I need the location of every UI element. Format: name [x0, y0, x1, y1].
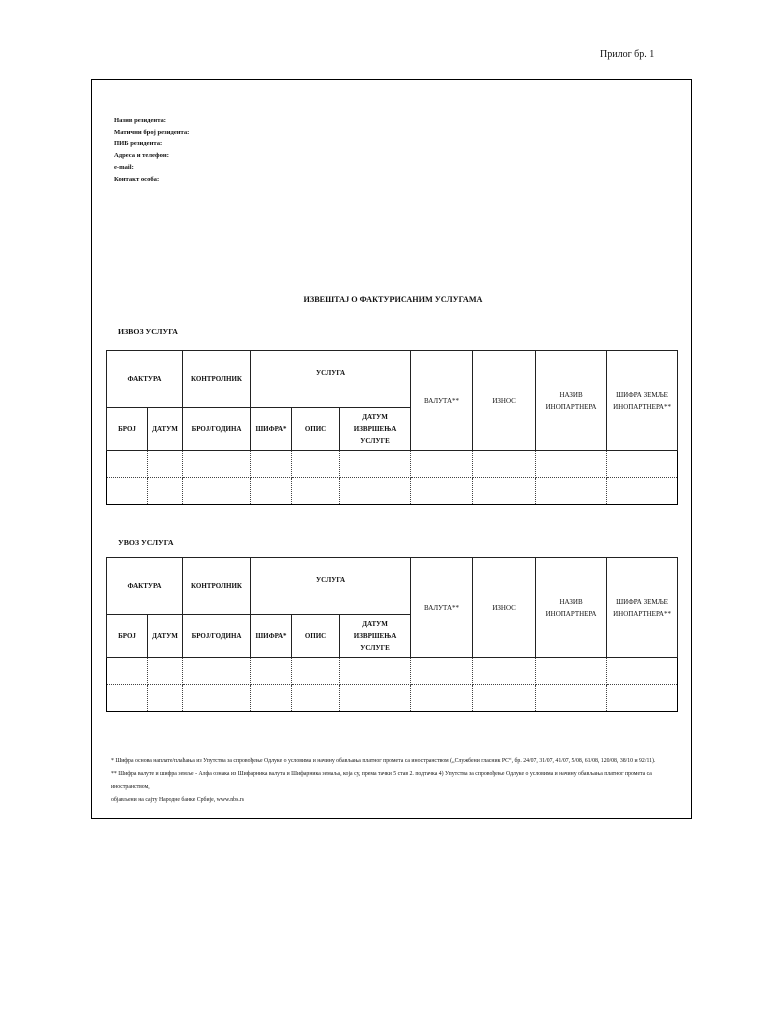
amount-header: ИЗНОС — [473, 351, 536, 451]
table-cell — [411, 451, 473, 478]
footnote-line: објављени на сајту Народне банке Србије, www.nbs.rs — [111, 797, 244, 803]
table-cell — [607, 685, 678, 712]
table-cell — [107, 478, 148, 505]
table-cell — [183, 478, 251, 505]
header-line: НАЗИВ — [559, 390, 583, 399]
header-line: ИЗВРШЕЊА — [353, 632, 397, 640]
table-cell — [607, 451, 678, 478]
table-row — [107, 451, 678, 478]
service-date-header — [340, 408, 411, 451]
service-description-header: ОПИС — [292, 408, 340, 451]
header-row — [107, 351, 678, 408]
currency-header: ВАЛУТА** — [411, 558, 473, 658]
table-cell — [536, 478, 607, 505]
table-cell — [107, 685, 148, 712]
table-row — [107, 685, 678, 712]
table-cell — [473, 478, 536, 505]
header-line: ДАТУМ — [362, 413, 388, 421]
control-number-year-header: БРОЈ/ГОДИНА — [183, 615, 251, 658]
header-row — [107, 558, 678, 615]
footnote-line: * Шифра основа наплате/плаћања из Упутства за спровођење Одлуке о условима и начину обављања платног промета са иностранством („Службени гласник РС“, бр. 24/07, 31/07, 41/07, 5/08, 61/08, 120/08, 38/10 и 92/11). — [111, 758, 656, 764]
service-code-header: ШИФРА* — [251, 615, 292, 658]
table-cell — [473, 658, 536, 685]
invoice-header: ФАКТУРА — [107, 558, 183, 615]
header-line: УСЛУГЕ — [360, 437, 390, 445]
table-cell — [148, 451, 183, 478]
table-cell — [340, 478, 411, 505]
table-cell — [148, 685, 183, 712]
partner-name-header — [536, 558, 607, 658]
invoice-header: ФАКТУРА — [107, 351, 183, 408]
table-cell — [251, 478, 292, 505]
table-cell — [183, 685, 251, 712]
header-line: ИНОПАРТНЕРА — [545, 402, 597, 411]
resident-name-label: Назив резидента: — [114, 117, 166, 124]
table-cell — [340, 685, 411, 712]
resident-info — [114, 115, 189, 185]
invoice-date-header: ДАТУМ — [148, 615, 183, 658]
table-cell — [251, 451, 292, 478]
report-title: ИЗВЕШТАЈ О ФАКТУРИСАНИМ УСЛУГАМА — [303, 295, 483, 304]
control-number-header: КОНТРОЛНИК — [183, 558, 251, 615]
invoice-number-header: БРОЈ — [107, 408, 148, 451]
header-line: ДАТУМ — [362, 620, 388, 628]
header-line: ИЗВРШЕЊА — [353, 425, 397, 433]
table-cell — [251, 685, 292, 712]
table-cell — [183, 451, 251, 478]
table-cell — [292, 685, 340, 712]
resident-contact-label: Контакт особа: — [114, 175, 160, 183]
table-cell — [148, 478, 183, 505]
table-cell — [292, 658, 340, 685]
invoice-date-header: ДАТУМ — [148, 408, 183, 451]
import-table — [106, 557, 678, 712]
header-line: УСЛУГЕ — [360, 644, 390, 652]
attachment-label: Прилог бр. 1 — [600, 49, 655, 60]
table-cell — [411, 658, 473, 685]
table-cell — [411, 685, 473, 712]
table-cell — [292, 451, 340, 478]
header-line: НАЗИВ — [559, 597, 583, 606]
footnote-line: ** Шифра валуте и шифра земље - Алфа ознака из Шифарника валута и Шифарника земаља, која су, према тачки 5 став 2. подтачка 4) Упутства за спровођење Одлуке о условима и начину обављања платног промета са иностранством, — [111, 771, 652, 790]
header-line: ШИФРА ЗЕМЉЕ — [616, 390, 668, 399]
table-cell — [148, 658, 183, 685]
export-section-heading: ИЗВОЗ УСЛУГА — [118, 327, 178, 336]
service-header: УСЛУГА — [251, 558, 411, 615]
amount-header: ИЗНОС — [473, 558, 536, 658]
control-number-year-header: БРОЈ/ГОДИНА — [183, 408, 251, 451]
export-table — [106, 350, 678, 505]
table-cell — [340, 451, 411, 478]
table-cell — [536, 451, 607, 478]
partner-name-header — [536, 351, 607, 451]
resident-email-label: e-mail: — [114, 163, 134, 171]
table-cell — [473, 451, 536, 478]
resident-reg-number-label: Матични број резидента: — [114, 128, 190, 136]
table-row — [107, 658, 678, 685]
table-cell — [251, 658, 292, 685]
service-date-header — [340, 615, 411, 658]
table-cell — [340, 658, 411, 685]
table-cell — [411, 478, 473, 505]
service-header: УСЛУГА — [251, 351, 411, 408]
table-row — [107, 478, 678, 505]
table-cell — [536, 658, 607, 685]
footnotes — [111, 755, 686, 807]
invoice-number-header: БРОЈ — [107, 615, 148, 658]
header-line: ШИФРА ЗЕМЉЕ — [616, 597, 668, 606]
table-cell — [607, 658, 678, 685]
header-line: ИНОПАРТНЕРА** — [613, 609, 671, 618]
partner-country-code-header — [607, 351, 678, 451]
table-cell — [292, 478, 340, 505]
import-section-heading: УВОЗ УСЛУГА — [118, 538, 174, 547]
resident-address-phone-label: Адреса и телефон: — [114, 152, 169, 160]
table-cell — [107, 658, 148, 685]
table-cell — [183, 658, 251, 685]
resident-tax-id-label: ПИБ резидента: — [114, 140, 163, 148]
table-cell — [607, 478, 678, 505]
table-cell — [536, 685, 607, 712]
header-line: ИНОПАРТНЕРА** — [613, 402, 671, 411]
service-code-header: ШИФРА* — [251, 408, 292, 451]
table-cell — [107, 451, 148, 478]
partner-country-code-header — [607, 558, 678, 658]
currency-header: ВАЛУТА** — [411, 351, 473, 451]
header-line: ИНОПАРТНЕРА — [545, 609, 597, 618]
service-description-header: ОПИС — [292, 615, 340, 658]
control-number-header: КОНТРОЛНИК — [183, 351, 251, 408]
table-cell — [473, 685, 536, 712]
